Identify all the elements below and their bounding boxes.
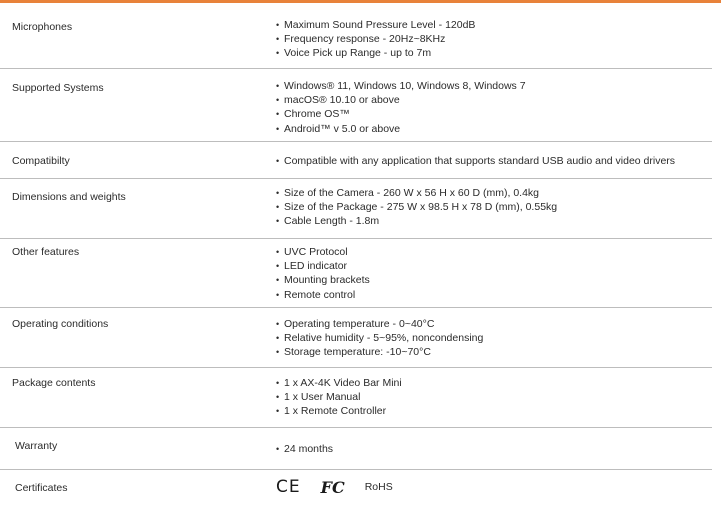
spec-value: • LED indicator — [276, 259, 370, 273]
spec-row-dimensions — [0, 179, 712, 239]
spec-row-certificates — [0, 470, 712, 514]
spec-label: Operating conditions — [12, 318, 109, 330]
spec-value: • Storage temperature: -10~70°C — [276, 345, 483, 359]
spec-values — [276, 186, 557, 229]
spec-value: • UVC Protocol — [276, 245, 370, 259]
spec-value: • 1 x Remote Controller — [276, 404, 402, 418]
spec-value: • Android™ v 5.0 or above — [276, 122, 526, 136]
spec-value: • Frequency response - 20Hz~8KHz — [276, 32, 475, 46]
spec-values — [276, 442, 333, 456]
spec-row-package-contents — [0, 368, 712, 428]
spec-values — [276, 245, 370, 302]
spec-label: Other features — [12, 246, 80, 258]
spec-label: Dimensions and weights — [12, 191, 126, 203]
ce-mark-icon: CE — [276, 477, 301, 497]
spec-value: • Operating temperature - 0~40°C — [276, 317, 483, 331]
spec-value: • Voice Pick up Range - up to 7m — [276, 46, 475, 60]
spec-value: • Relative humidity - 5~95%, noncondensing — [276, 331, 483, 345]
spec-value: • Size of the Camera - 260 W x 56 H x 60 D (mm), 0.4kg — [276, 186, 557, 200]
spec-row-compatibility — [0, 142, 712, 179]
spec-value: • 1 x User Manual — [276, 390, 402, 404]
spec-label: Supported Systems — [12, 82, 104, 94]
spec-row-operating-conditions — [0, 308, 712, 368]
spec-value: • Maximum Sound Pressure Level - 120dB — [276, 18, 475, 32]
spec-value: • Mounting brackets — [276, 273, 370, 287]
certificate-logos — [276, 477, 393, 497]
spec-row-supported-systems — [0, 69, 712, 142]
spec-label: Warranty — [15, 440, 58, 452]
spec-values — [276, 317, 483, 360]
spec-value: • macOS® 10.10 or above — [276, 93, 526, 107]
spec-value: • 24 months — [276, 442, 333, 456]
spec-value: • Remote control — [276, 288, 370, 302]
spec-label: Package contents — [12, 377, 96, 389]
spec-label: Microphones — [12, 21, 73, 33]
spec-values — [276, 79, 526, 136]
fcc-mark-icon: FC — [320, 477, 345, 497]
spec-label: Compatibilty — [12, 155, 70, 167]
spec-value: • Compatible with any application that supports standard USB audio and video drivers — [276, 154, 675, 168]
spec-value: • Size of the Package - 275 W x 98.5 H x 78 D (mm), 0.55kg — [276, 200, 557, 214]
spec-values — [276, 154, 675, 168]
spec-label: Certificates — [15, 482, 68, 494]
spec-value: • Chrome OS™ — [276, 107, 526, 121]
spec-value: • Cable Length - 1.8m — [276, 214, 557, 228]
spec-row-other-features — [0, 239, 712, 308]
rohs-mark: RoHS — [364, 481, 393, 493]
spec-row-warranty — [0, 428, 712, 470]
spec-row-microphones — [0, 3, 712, 69]
spec-values — [276, 376, 402, 419]
spec-value: • 1 x AX-4K Video Bar Mini — [276, 376, 402, 390]
spec-value: • Windows® 11, Windows 10, Windows 8, Windows 7 — [276, 79, 526, 93]
spec-values — [276, 18, 475, 61]
